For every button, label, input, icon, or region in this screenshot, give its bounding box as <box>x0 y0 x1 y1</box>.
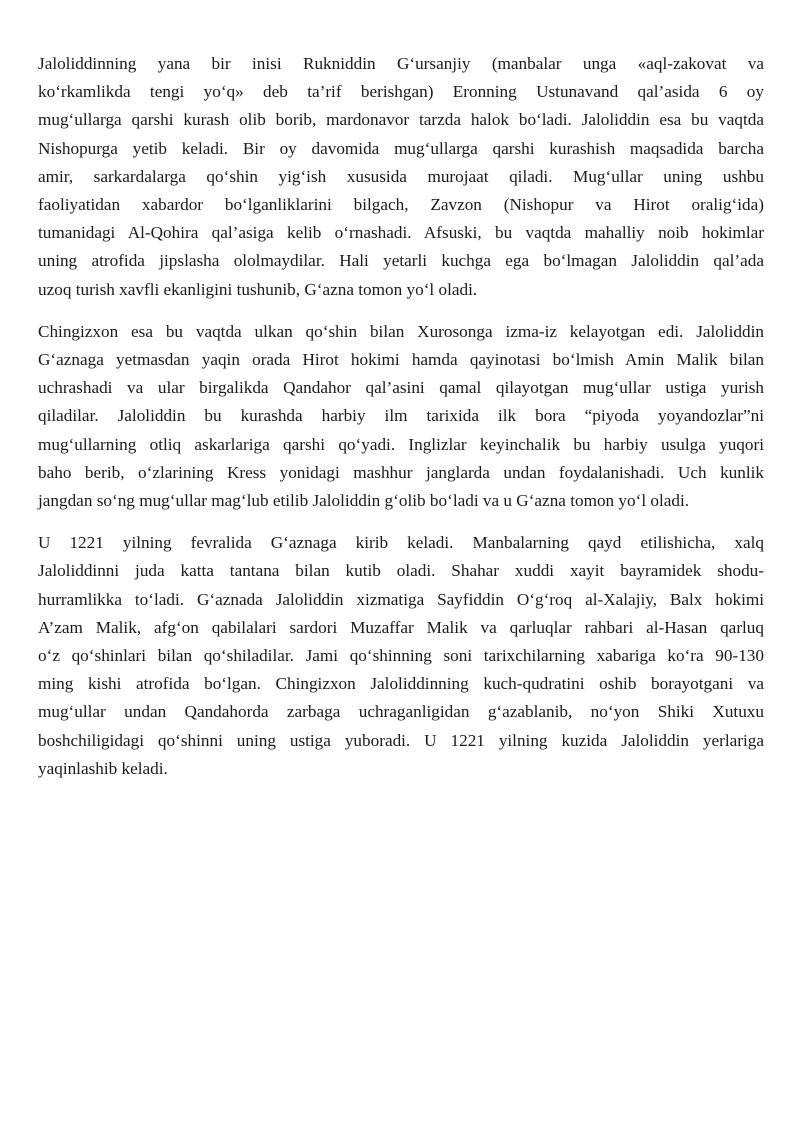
text-line: jangdan so‘ng mug‘ullar mag‘lub etilib Jaloliddin g‘olib bo‘ladi va u G‘azna tomon yo‘l oladi. <box>38 491 690 511</box>
text-line: uning atrofida jipslasha ololmaydilar. Hali yetarli kuchga ega bo‘lmagan Jaloliddin qal’ada <box>38 251 764 271</box>
text-line: amir, sarkardalarga qo‘shin yig‘ish xususida murojaat qiladi. Mug‘ullar uning ushbu <box>38 166 764 186</box>
text-line: Jaloliddinni juda katta tantana bilan kutib oladi. Shahar xuddi xayit bayramidek shodu- <box>38 561 764 581</box>
text-line: tumanidagi Al-Qohira qal’asiga kelib o‘rnashadi. Afsuski, bu vaqtda mahalliy noib hokimlar <box>38 223 764 243</box>
text-line: mug‘ullarga qarshi kurash olib borib, mardonavor tarzda halok bo‘ladi. Jaloliddin esa bu vaqtda <box>38 110 764 130</box>
text-line: G‘aznaga yetmasdan yaqin orada Hirot hokimi hamda qayinotasi bo‘lmish Amin Malik bilan <box>38 350 764 370</box>
paragraph-2 <box>38 318 764 515</box>
text-line: yaqinlashib keladi. <box>38 758 168 778</box>
text-line: faoliyatidan xabardor bo‘lganliklarini bilgach, Zavzon (Nishopur va Hirot oralig‘ida) <box>38 195 764 215</box>
text-line: A’zam Malik, afg‘on qabilalari sardori Muzaffar Malik va qarluqlar rahbari al-Hasan qarluq <box>38 617 764 637</box>
document-page <box>38 50 764 797</box>
text-line: o‘z qo‘shinlari bilan qo‘shiladilar. Jami qo‘shinning soni tarixchilarning xabariga ko‘ra 90-130 <box>38 646 764 666</box>
paragraph-3 <box>38 529 764 783</box>
text-line: mug‘ullar undan Qandahorda zarbaga uchraganligidan g‘azablanib, no‘yon Shiki Xutuxu <box>38 702 764 722</box>
text-line: Nishopurga yetib keladi. Bir oy davomida mug‘ullarga qarshi kurashish maqsadida barcha <box>38 138 764 158</box>
text-line: ko‘rkamlikda tengi yo‘q» deb ta’rif berishgan) Eronning Ustunavand qal’asida 6 oy <box>38 82 764 102</box>
text-line: hurramlikka to‘ladi. G‘aznada Jaloliddin xizmatiga Sayfiddin O‘g‘roq al-Xalajiy, Balx hokimi <box>38 589 764 609</box>
text-line: ming kishi atrofida bo‘lgan. Chingizxon Jaloliddinning kuch-qudratini oshib borayotgani va <box>38 674 764 694</box>
text-line: uchrashadi va ular birgalikda Qandahor qal’asini qamal qilayotgan mug‘ullar ustiga yurish <box>38 378 764 398</box>
text-line: uzoq turish xavfli ekanligini tushunib, G‘azna tomon yo‘l oladi. <box>38 279 478 299</box>
text-line: qiladilar. Jaloliddin bu kurashda harbiy ilm tarixida ilk bora “piyoda yoyandozlar”ni <box>38 406 764 426</box>
text-line: baho berib, o‘zlarining Kress yonidagi mashhur janglarda undan foydalanishadi. Uch kunlik <box>38 462 764 482</box>
text-line: mug‘ullarning otliq askarlariga qarshi qo‘yadi. Inglizlar keyinchalik bu harbiy usulga yuqori <box>38 434 764 454</box>
text-line: boshchiligidagi qo‘shinni uning ustiga yuboradi. U 1221 yilning kuzida Jaloliddin yerlariga <box>38 730 764 750</box>
paragraph-1 <box>38 50 764 304</box>
text-line: Jaloliddinning yana bir inisi Rukniddin G‘ursanjiy (manbalar unga «aql-zakovat va <box>38 54 764 73</box>
text-line: Chingizxon esa bu vaqtda ulkan qo‘shin bilan Xurosonga izma-iz kelayotgan edi. Jaloliddin <box>38 321 764 341</box>
text-line: U 1221 yilning fevralida G‘aznaga kirib keladi. Manbalarning qayd etilishicha, xalq <box>38 533 764 553</box>
